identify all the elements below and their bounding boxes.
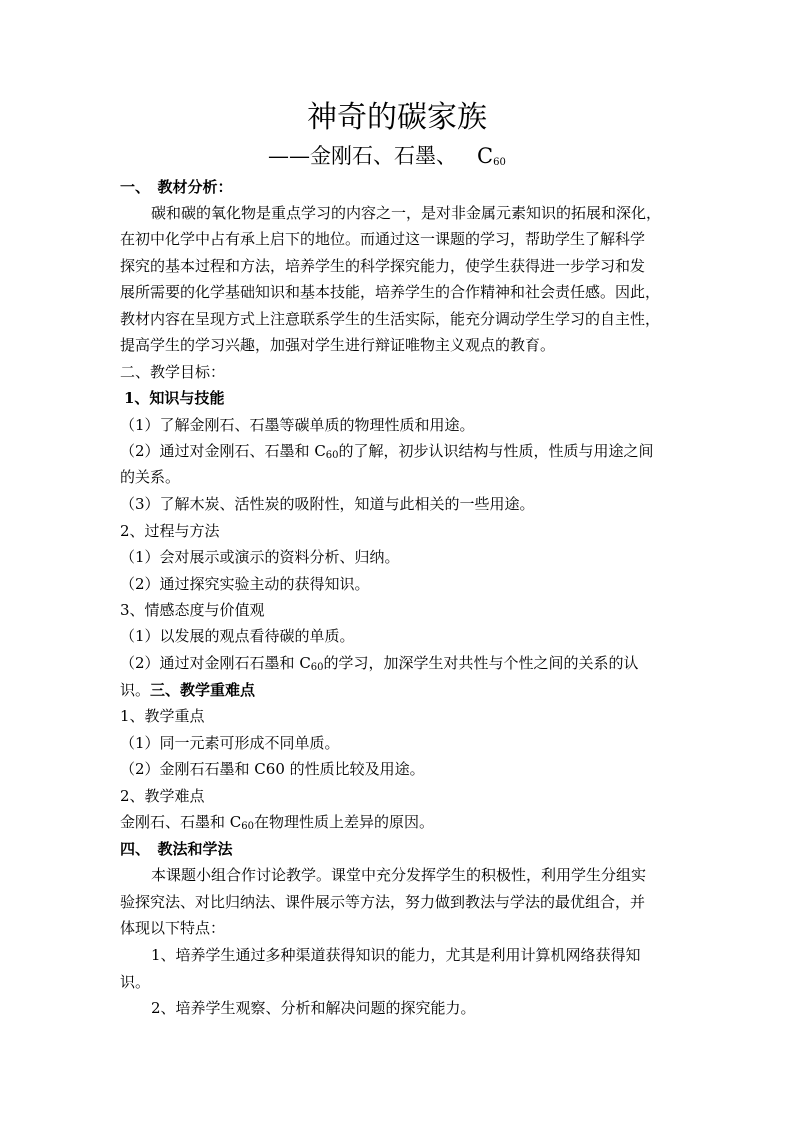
emotion-heading: 3、情感态度与价值观 — [120, 601, 265, 619]
paragraph-line: 教材内容在呈现方式上注意联系学生的生活实际，能充分调动学生学习的自主性， — [120, 310, 661, 328]
document-title: 神奇的碳家族 — [307, 100, 487, 135]
knowledge-heading: 1、知识与技能 — [124, 389, 225, 407]
feature-item: 1、培养学生通过多种渠道获得知识的能力，尤其是利用计算机网络获得知 — [151, 946, 641, 964]
document-subtitle — [268, 143, 506, 176]
paragraph-line: 碳和碳的氧化物是重点学习的内容之一，是对非金属元素知识的拓展和深化， — [151, 204, 662, 222]
difficulty-heading: 2、教学难点 — [120, 787, 205, 805]
list-item: （2）通过对金刚石石墨和 $C_{60}$的学习，加深学生对共性与个性之间的关系的认 — [120, 654, 639, 673]
paragraph-line: 探究的基本过程和方法，培养学生的科学探究能力，使学生获得进一步学习和发 — [120, 257, 646, 275]
subtitle-formula: C — [477, 144, 494, 168]
paragraph-line: 体现以下特点： — [120, 919, 226, 937]
paragraph-line: 本课题小组合作讨论教学。课堂中充分发挥学生的积极性，利用学生分组实 — [151, 866, 647, 884]
list-item: （1）了解金刚石、石墨等碳单质的物理性质和用途。 — [120, 416, 475, 434]
paragraph-line: 在初中化学中占有承上启下的地位。而通过这一课题的学习，帮助学生了解科学 — [120, 230, 646, 248]
list-item: （2）通过对金刚石、石墨和 $C_{60}$的了解，初步认识结构与性质，性质与用途之间 — [120, 442, 654, 461]
key-points-heading: 1、教学重点 — [120, 707, 205, 725]
feature-item-continuation: 识。 — [120, 973, 151, 991]
paragraph-line: 金刚石、石墨和 $C_{60}$在物理性质上差异的原因。 — [120, 813, 434, 832]
list-item: （1）同一元素可形成不同单质。 — [120, 734, 340, 752]
list-item-continuation: 的关系。 — [120, 468, 181, 486]
subtitle-text: ——金刚石、石墨、 — [268, 144, 457, 168]
list-item: （3）了解木炭、活性炭的吸附性，知道与此相关的一些用途。 — [120, 495, 535, 513]
process-heading: 2、过程与方法 — [120, 522, 220, 540]
section-1-heading: 一、 教材分析： — [120, 178, 233, 196]
subtitle-formula-sub: 60 — [493, 157, 506, 168]
section-3-heading: 三、教学重难点 — [150, 681, 256, 699]
paragraph-line: 验探究法、对比归纳法、课件展示等方法，努力做到教法与学法的最优组合，并 — [120, 893, 646, 911]
feature-item: 2、培养学生观察、分析和解决问题的探究能力。 — [151, 999, 476, 1017]
list-item-continuation: 识。三、教学重难点 — [120, 681, 256, 699]
section-2-heading: 二、教学目标： — [120, 363, 226, 381]
list-item: （2）金刚石石墨和 C60 的性质比较及用途。 — [120, 760, 425, 778]
paragraph-line: 提高学生的学习兴趣，加强对学生进行辩证唯物主义观点的教育。 — [120, 336, 556, 354]
list-item: （1）会对展示或演示的资料分析、归纳。 — [120, 548, 400, 566]
list-item: （1）以发展的观点看待碳的单质。 — [120, 627, 355, 645]
list-item: （2）通过探究实验主动的获得知识。 — [120, 575, 370, 593]
section-4-heading: 四、 教法和学法 — [120, 840, 233, 858]
paragraph-line: 展所需要的化学基础知识和基本技能，培养学生的合作精神和社会责任感。因此， — [120, 283, 661, 301]
